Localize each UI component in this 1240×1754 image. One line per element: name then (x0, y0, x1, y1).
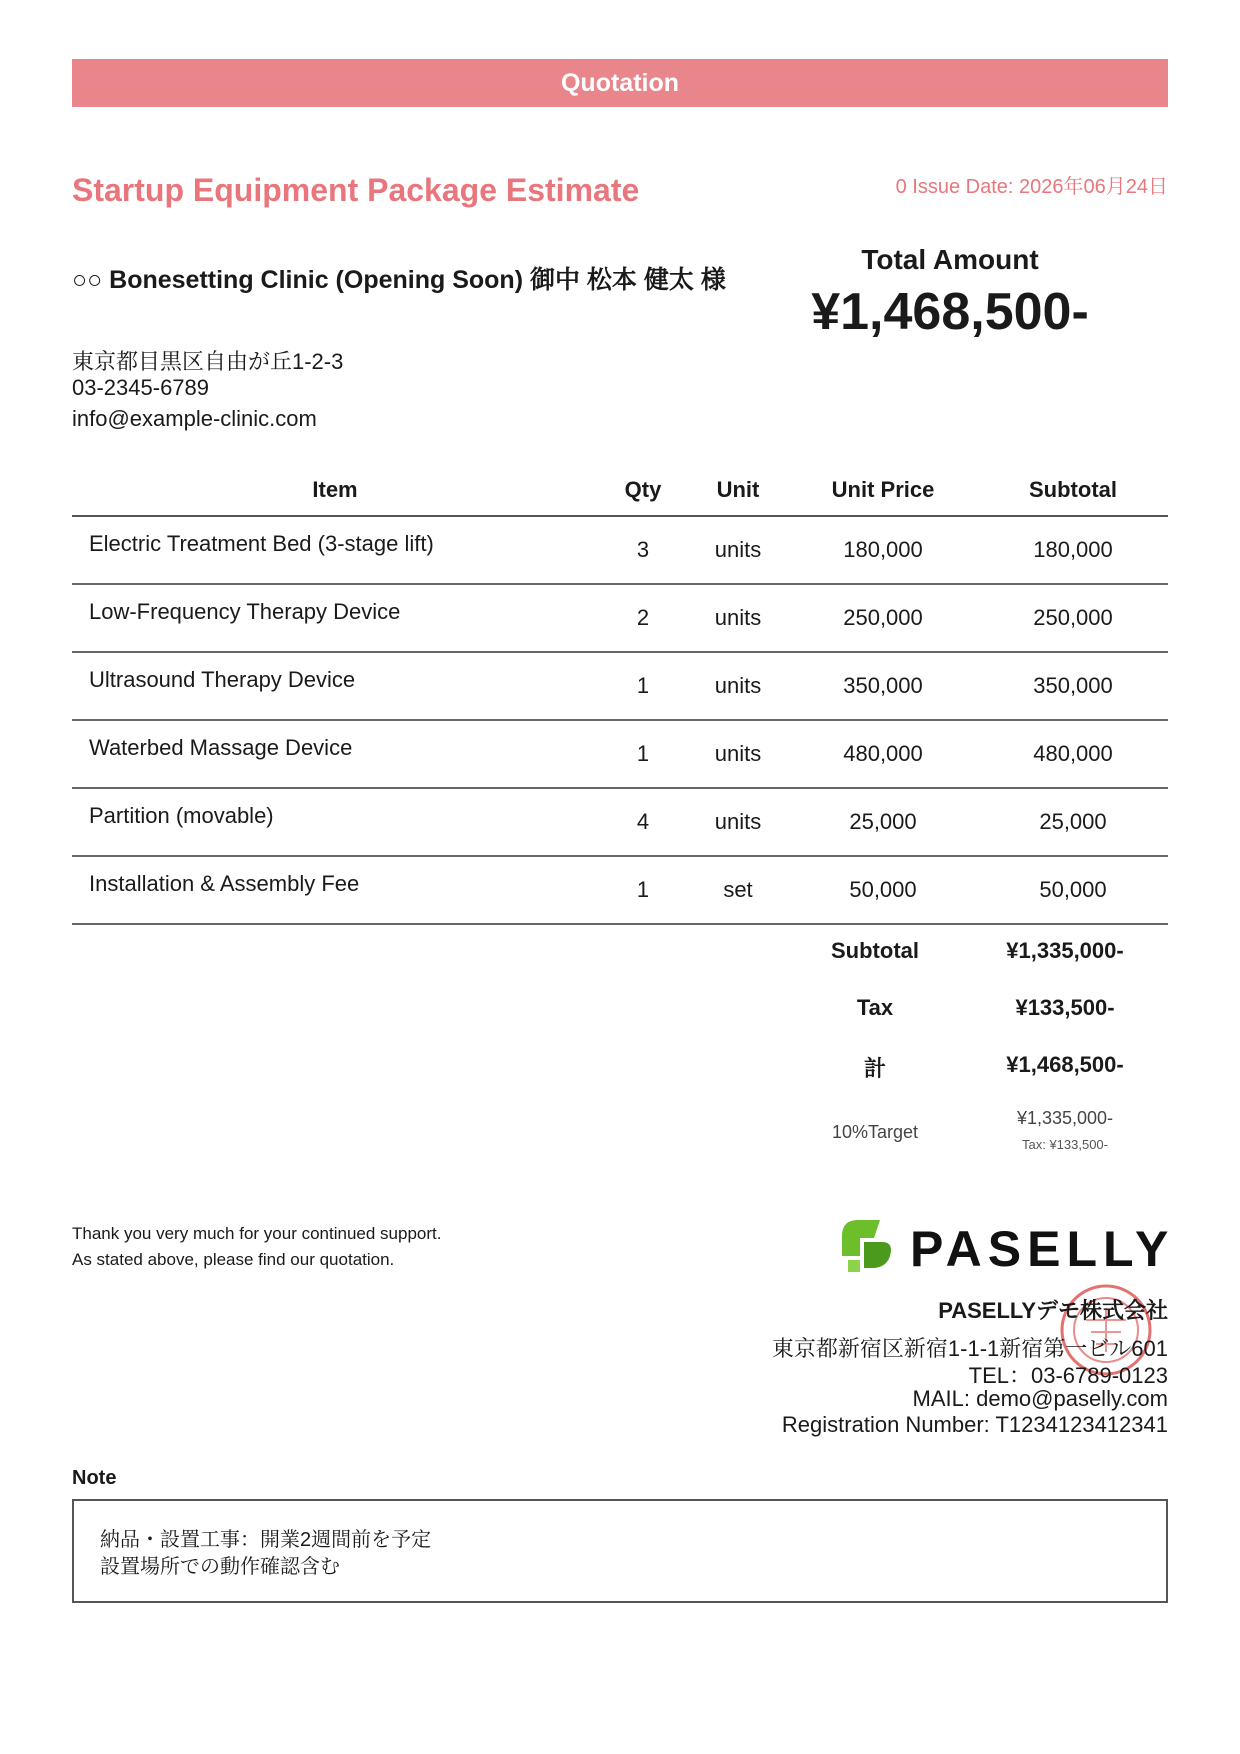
cell-subtotal: 250,000 (978, 584, 1168, 652)
cell-qty: 2 (598, 584, 688, 652)
client-name: ○○ Bonesetting Clinic (Opening Soon) 御中 松本 健太 様 (72, 266, 726, 294)
company-address: 東京都新宿区新宿1-1-1新宿第一ビル601 (771, 1336, 1168, 1361)
column-header-subtotal: Subtotal (978, 465, 1168, 516)
cell-item: Ultrasound Therapy Device (72, 652, 598, 720)
cell-unit-price: 250,000 (788, 584, 978, 652)
cell-unit: units (688, 584, 788, 652)
cell-item: Waterbed Massage Device (72, 720, 598, 788)
column-header-unit-price: Unit Price (788, 465, 978, 516)
client-email: info@example-clinic.com (72, 406, 317, 431)
cell-unit: units (688, 720, 788, 788)
column-header-item: Item (72, 465, 598, 516)
company-logo (838, 1216, 1168, 1276)
tax-target-amount: ¥1,335,000- (1016, 1108, 1114, 1128)
cell-unit: units (688, 516, 788, 584)
cell-qty: 4 (598, 788, 688, 856)
cell-subtotal: 50,000 (978, 856, 1168, 924)
summary-subtotal-label: Subtotal (831, 938, 919, 963)
cell-unit-price: 480,000 (788, 720, 978, 788)
cell-subtotal: 480,000 (978, 720, 1168, 788)
cell-unit-price: 25,000 (788, 788, 978, 856)
table-row (72, 788, 1168, 856)
total-amount-value: ¥1,468,500- (811, 283, 1089, 341)
note-line2: 設置場所での動作確認含む (100, 1556, 340, 1578)
table-row (72, 516, 1168, 584)
note-box (72, 1499, 1168, 1603)
cell-subtotal: 25,000 (978, 788, 1168, 856)
summary-total-value: ¥1,468,500- (1006, 1052, 1124, 1077)
cell-unit: units (688, 788, 788, 856)
column-header-unit: Unit (688, 465, 788, 516)
summary-tax-value: ¥133,500- (1015, 995, 1115, 1020)
tax-target-tax: Tax: ¥133,500- (1021, 1137, 1108, 1152)
summary-subtotal-value: ¥1,335,000- (1006, 938, 1124, 963)
thanks-message-line2: As stated above, please find our quotation. (72, 1250, 395, 1269)
cell-unit-price: 350,000 (788, 652, 978, 720)
header-bar (72, 59, 1168, 107)
company-registration: Registration Number: T1234123412341 (781, 1412, 1168, 1437)
company-mail: MAIL: demo@paselly.com (912, 1386, 1168, 1411)
column-header-qty: Qty (598, 465, 688, 516)
company-tel: TEL：03-6789-0123 (968, 1363, 1168, 1388)
cell-item: Low-Frequency Therapy Device (72, 584, 598, 652)
table-row (72, 720, 1168, 788)
summary-tax-label: Tax (856, 995, 894, 1020)
table-row (72, 856, 1168, 924)
summary-total-label: 計 (863, 1056, 886, 1081)
cell-item: Electric Treatment Bed (3-stage lift) (72, 516, 598, 584)
cell-unit-price: 180,000 (788, 516, 978, 584)
items-table (72, 465, 1168, 925)
cell-subtotal: 180,000 (978, 516, 1168, 584)
paselly-logo-icon (838, 1216, 1168, 1276)
client-phone: 03-2345-6789 (72, 375, 210, 400)
cell-item: Installation & Assembly Fee (72, 856, 598, 924)
cell-unit: set (688, 856, 788, 924)
cell-subtotal: 350,000 (978, 652, 1168, 720)
cell-unit-price: 50,000 (788, 856, 978, 924)
note-line1: 納品・設置工事：開業2週間前を予定 (100, 1529, 432, 1551)
issue-date: 0 Issue Date: 2026年06月24日 (895, 176, 1168, 198)
note-label: Note (72, 1467, 117, 1489)
logo-text: PASELLY (910, 1221, 1168, 1276)
total-amount-label: Total Amount (861, 244, 1039, 275)
tax-target-label: 10%Target (831, 1122, 919, 1142)
header-title: Quotation (560, 68, 680, 97)
cell-item: Partition (movable) (72, 788, 598, 856)
table-header-row (72, 465, 1168, 516)
thanks-message-line1: Thank you very much for your continued support. (72, 1224, 442, 1243)
document-title: Startup Equipment Package Estimate (72, 172, 640, 208)
table-row (72, 584, 1168, 652)
client-address: 東京都目黒区自由が丘1-2-3 (72, 349, 344, 374)
cell-unit: units (688, 652, 788, 720)
cell-qty: 1 (598, 856, 688, 924)
cell-qty: 1 (598, 720, 688, 788)
company-name: PASELLYデモ株式会社 (938, 1298, 1168, 1323)
cell-qty: 1 (598, 652, 688, 720)
cell-qty: 3 (598, 516, 688, 584)
table-row (72, 652, 1168, 720)
